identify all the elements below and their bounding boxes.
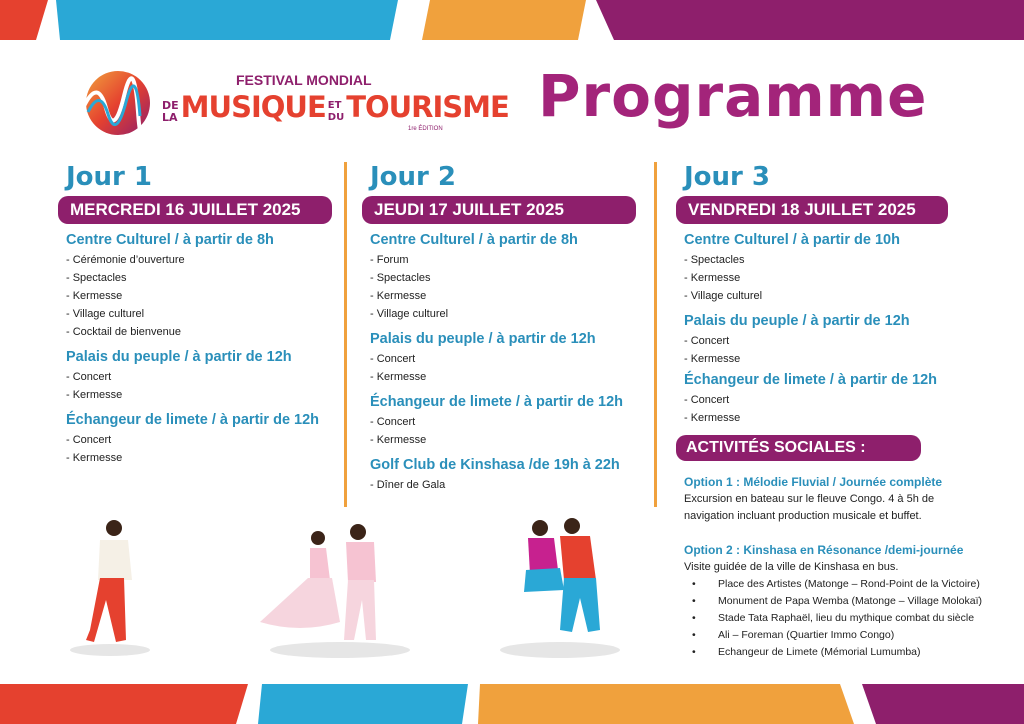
list-item: • Place des Artistes (Matonge – Rond-Point de la Victoire) bbox=[700, 576, 982, 593]
list-item: - Concert bbox=[684, 394, 730, 406]
logo-edition: 1re ÉDITION bbox=[408, 126, 443, 132]
list-item: - Concert bbox=[66, 371, 112, 383]
festival-emblem-icon bbox=[78, 68, 158, 138]
tour-sites-list bbox=[676, 576, 982, 661]
date-banner: JEUDI 17 JUILLET 2025 bbox=[362, 196, 636, 224]
logo-la: LA bbox=[162, 111, 178, 124]
activity-list bbox=[676, 251, 982, 305]
activity-list bbox=[362, 476, 636, 494]
activity-list bbox=[676, 332, 982, 368]
list-item: - Concert bbox=[66, 434, 112, 446]
list-item: - Kermesse bbox=[370, 434, 427, 446]
venue-title: Échangeur de limete / à partir de 12h bbox=[684, 372, 938, 388]
activity-list bbox=[362, 251, 636, 323]
list-item: - Spectacles bbox=[684, 254, 745, 266]
day-1-column bbox=[58, 162, 332, 467]
logo-tourisme: TOURISME bbox=[346, 90, 509, 124]
date-banner: VENDREDI 18 JUILLET 2025 bbox=[676, 196, 948, 224]
venue-title: Golf Club de Kinshasa /de 19h à 22h bbox=[370, 457, 620, 473]
top-color-bands bbox=[0, 0, 1024, 40]
list-item: - Kermesse bbox=[66, 290, 123, 302]
list-item: - Village culturel bbox=[66, 308, 145, 320]
day-label: Jour 2 bbox=[370, 162, 457, 192]
venue-title: Échangeur de limete / à partir de 12h bbox=[370, 394, 624, 410]
list-item: - Spectacles bbox=[66, 272, 127, 284]
column-divider bbox=[654, 162, 657, 507]
festival-logo bbox=[78, 68, 509, 138]
bottom-color-bands bbox=[0, 684, 1024, 724]
venue-title: Centre Culturel / à partir de 8h bbox=[370, 232, 578, 248]
venue-title: Centre Culturel / à partir de 8h bbox=[66, 232, 274, 248]
venue-title: Centre Culturel / à partir de 10h bbox=[684, 232, 900, 248]
day-label: Jour 1 bbox=[66, 162, 153, 192]
activity-list bbox=[676, 391, 982, 427]
list-item: - Concert bbox=[370, 353, 416, 365]
activity-list bbox=[362, 413, 636, 449]
activity-list bbox=[58, 431, 332, 467]
page-title: Programme bbox=[538, 62, 928, 130]
activity-list bbox=[58, 251, 332, 341]
day-3-column bbox=[676, 162, 982, 661]
list-item: - Forum bbox=[370, 254, 409, 266]
logo-de: DE bbox=[162, 99, 179, 112]
option-1-title: Option 1 : Mélodie Fluvial / Journée complète bbox=[684, 475, 943, 489]
list-item: - Cocktail de bienvenue bbox=[66, 326, 181, 338]
logo-du: DU bbox=[327, 112, 345, 123]
logo-musique: MUSIQUE bbox=[180, 90, 326, 124]
list-item: • Monument de Papa Wemba (Matonge – Village Molokaï) bbox=[700, 593, 982, 610]
list-item: - Kermesse bbox=[66, 389, 123, 401]
venue-title: Palais du peuple / à partir de 12h bbox=[684, 313, 910, 329]
activity-list bbox=[58, 368, 332, 404]
list-item: - Spectacles bbox=[370, 272, 431, 284]
date-banner: MERCREDI 16 JUILLET 2025 bbox=[58, 196, 332, 224]
option-1-text: Excursion en bateau sur le fleuve Congo. 4 à 5h de navigation incluant production musicale et buffet. bbox=[684, 493, 935, 522]
list-item: - Kermesse bbox=[370, 290, 427, 302]
option-2-title: Option 2 : Kinshasa en Résonance /demi-journée bbox=[684, 543, 964, 557]
list-item: - Village culturel bbox=[370, 308, 449, 320]
list-item: - Concert bbox=[370, 416, 416, 428]
social-activities-banner: ACTIVITÉS SOCIALES : bbox=[676, 435, 921, 461]
list-item: - Village culturel bbox=[684, 290, 763, 302]
logo-et: ET bbox=[327, 100, 342, 111]
dancers-illustration bbox=[40, 510, 640, 670]
list-item: - Kermesse bbox=[684, 353, 741, 365]
venue-title: Palais du peuple / à partir de 12h bbox=[370, 331, 596, 347]
dancer-couple-illustration bbox=[260, 524, 410, 658]
list-item: • Echangeur de Limete (Mémorial Lumumba) bbox=[700, 644, 982, 661]
list-item: • Ali – Foreman (Quartier Immo Congo) bbox=[700, 627, 982, 644]
logo-line1: FESTIVAL MONDIAL bbox=[236, 72, 372, 88]
venue-title: Échangeur de limete / à partir de 12h bbox=[66, 412, 320, 428]
dancer-solo-illustration bbox=[70, 520, 150, 656]
day-label: Jour 3 bbox=[684, 162, 771, 192]
day-2-column bbox=[362, 162, 636, 494]
venue-title: Palais du peuple / à partir de 12h bbox=[66, 349, 292, 365]
list-item: • Stade Tata Raphaël, lieu du mythique combat du siècle bbox=[700, 610, 982, 627]
column-divider bbox=[344, 162, 347, 507]
dancer-pair-illustration bbox=[500, 518, 620, 658]
list-item: - Kermesse bbox=[66, 452, 123, 464]
list-item: - Cérémonie d’ouverture bbox=[66, 254, 185, 266]
list-item: - Concert bbox=[684, 335, 730, 347]
activity-list bbox=[362, 350, 636, 386]
list-item: - Dîner de Gala bbox=[370, 479, 446, 491]
option-2-text: Visite guidée de la ville de Kinshasa en bus. bbox=[684, 561, 899, 573]
list-item: - Kermesse bbox=[684, 272, 741, 284]
list-item: - Kermesse bbox=[684, 412, 741, 424]
list-item: - Kermesse bbox=[370, 371, 427, 383]
